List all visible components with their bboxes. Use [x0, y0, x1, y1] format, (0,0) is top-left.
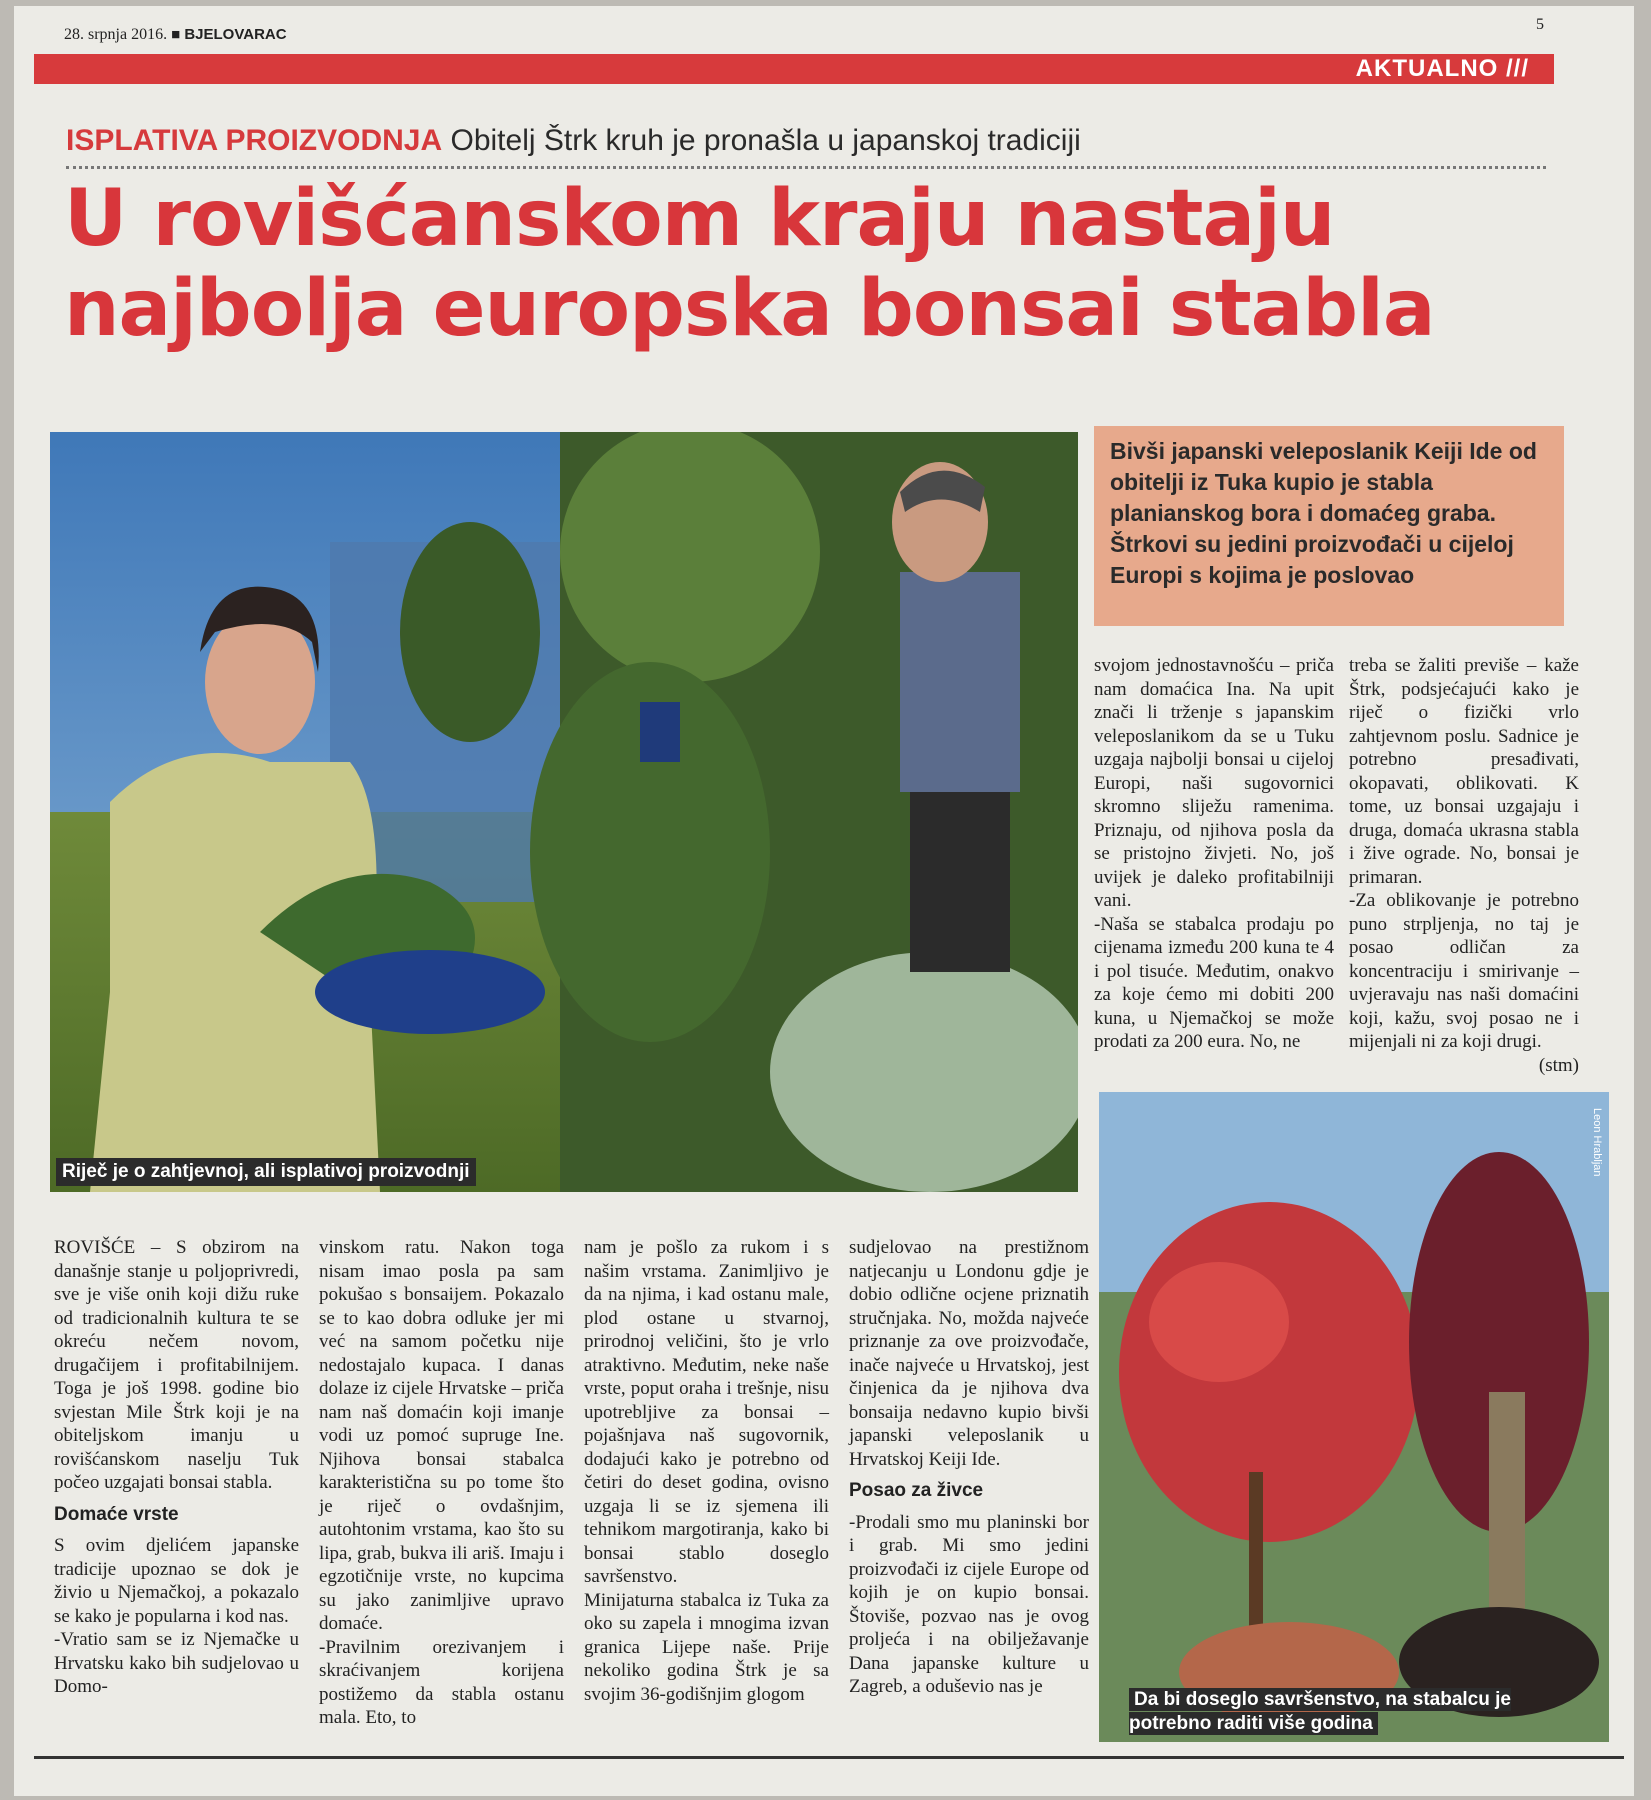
- kicker-label: ISPLATIVA PROIZVODNJA: [66, 124, 443, 157]
- section-label: AKTUALNO ///: [1355, 55, 1529, 82]
- photo-credit: Leon Hrabljan: [1591, 1108, 1603, 1177]
- info-box-text: Bivši japanski veleposlanik Keiji Ide od obitelji iz Tuka kupio je stabla planianskog bora i domaćeg graba. Štrkovi su jedini proizvođači u cijeloj Europi s kojima je poslovao: [1110, 438, 1537, 588]
- article-paragraph: -Za oblikovanje je potrebno puno strpljenja, no taj je posao odličan za koncentraciju i smirivanje – uvjeravaju nas naši domaćini koji, kažu, svoj posao ne i mijenjali ni za koji drugi.: [1349, 890, 1579, 1052]
- headline: [64, 174, 1434, 354]
- subhead-posao-za-zivce: Posao za živce: [849, 1480, 984, 1501]
- article-paragraph: sudjelovao na prestižnom natjecanju u Londonu gdje je dobio odlične ocjene priznatih stručnjaka. No, možda najveće priznanje za ove proizvođače, inače najveće u Hrvatskoj, jest činjenica da je njihova dva bonsaija nedavno kupio bivši japanski veleposlanik u Hrvatskoj Keiji Ide.: [849, 1237, 1089, 1470]
- article-paragraph: -Pravilnim orezivanjem i skraćivanjem korijena postižemo da stabla ostanu mala. Eto, to: [319, 1636, 564, 1728]
- section-bar: [34, 54, 1554, 84]
- garden-photo-illustration: [50, 432, 1078, 1192]
- newspaper-page: [14, 6, 1634, 1796]
- article-paragraph: svojom jednostavnošću – priča nam domaćica Ina. Na upit znači li trženje s japanskim veleposlanikom da se u Tuku uzgaja najbolji bonsai u cijeloj Europi, naši sugovornici skromno sliježu ramenima. Priznaju, od njihova posla da se pristojno živjeti. No, još uvijek je daleko profitabilniji vani.: [1094, 655, 1334, 911]
- article-paragraph: -Naša se stabalca prodaju po cijenama između 200 kuna te 4 i pol tisuće. Međutim, onakvo za koje ćemo mi dobiti 200 kuna, u Njemačkoj se može prodati za 200 eura. No, ne: [1094, 913, 1334, 1052]
- issue-date: 28. srpnja 2016.: [64, 26, 168, 43]
- article-paragraph: Minijaturna stabalca iz Tuka za oko su zapela i mnogima izvan granica Lijepe naše. Prije nekoliko godina Štrk je sa svojim 36-godišnjim glogom: [584, 1589, 829, 1705]
- article-column-3: [584, 1236, 829, 1706]
- kicker: [66, 124, 1081, 158]
- bonsai-photo: [1099, 1092, 1609, 1742]
- article-paragraph: -Vratio sam se iz Njemačke u Hrvatsku kako bih sudjelovao u Domo-: [54, 1629, 299, 1697]
- bonsai-photo-illustration: [1099, 1092, 1609, 1742]
- article-paragraph: nam je pošlo za rukom i s našim vrstama. Zanimljivo je da na njima, i kad ostanu male, plod ostane u stvarnoj, prirodnoj veličini, što je vrlo atraktivno. Međutim, neke naše vrste, poput oraha i trešnje, nisu upotrebljive za bonsai – pojašnjava naš sugovornik, dodajući kako je potrebno od četiri do deset godina, ovisno uzgaja li se iz sjemena ili tehnikom margotiranja, kako bi bonsai stablo doseglo savršenstvo.: [584, 1237, 829, 1587]
- headline-line-2: najbolja europska bonsai stabla: [64, 264, 1435, 354]
- subhead-domace-vrste: Domaće vrste: [54, 1503, 179, 1525]
- kicker-subtitle: Obitelj Štrk kruh je pronašla u japanskoj tradiciji: [450, 124, 1081, 157]
- article-paragraph: treba se žaliti previše – kaže Štrk, podsjećajući kako je riječ o fizički vrlo zahtjevnom poslu. Sadnice je potrebno presađivati, okopavati, oblikovati. K tome, uz bonsai uzgajaju i druga, domaća ukrasna stabla i žive ograde. No, bonsai je primaran.: [1349, 655, 1579, 888]
- article-column-4: [849, 1236, 1089, 1699]
- article-paragraph: -Prodali smo mu planinski bor i grab. Mi smo jedini proizvođači iz cijele Europe od kojih je on kupio bonsai. Štoviše, pozvao nas je ovog proljeća i na obilježavanje Dana japanske kulture u Zagreb, a oduševio nas je: [849, 1511, 1089, 1697]
- bottom-rule: [34, 1756, 1624, 1759]
- author-signature: (stm): [1538, 1054, 1579, 1076]
- info-box: [1094, 426, 1564, 626]
- article-column-6: [1349, 654, 1579, 1077]
- dateline: 28. srpnja 2016. ■ BJELOVARAC: [64, 26, 287, 43]
- photo-caption-main: Riječ je o zahtjevnoj, ali isplativoj proizvodnji: [56, 1158, 476, 1186]
- article-paragraph: ROVIŠĆE – S obzirom na današnje stanje u poljoprivredi, sve je više onih koji dižu ruke od tradicionalnih kultura te se okreću nečem novom, drugačijem i profitabilnijem. Toga je još 1998. godine bio svjestan Mile Štrk koji je na obiteljskom imanju u rovišćanskom naselju Tuk počeo uzgajati bonsai stabla.: [54, 1237, 299, 1493]
- photo-caption-bonsai: Da bi doseglo savršenstvo, na stabalcu je potrebno raditi više godina: [1129, 1689, 1511, 1734]
- headline-line-1: U rovišćanskom kraju nastaju: [64, 174, 1335, 264]
- article-column-2: [319, 1236, 564, 1730]
- main-photo: [50, 432, 1078, 1192]
- article-paragraph: S ovim djelićem japanske tradicije upoznao se dok je živio u Njemačkoj, a pokazalo se kako je popularna i kod nas.: [54, 1535, 299, 1627]
- page-number: 5: [1536, 16, 1544, 33]
- dotted-divider: [66, 166, 1546, 169]
- article-column-5: [1094, 654, 1334, 1054]
- article-column-1: [54, 1236, 299, 1699]
- article-paragraph: vinskom ratu. Nakon toga nisam imao posla pa sam pokušao s bonsaijem. Pokazalo se to kao dobra odluke jer mi već na samom početku nije nedostajalo kupaca. I danas dolaze iz cijele Hrvatske – priča nam naš domaćin koji imanje vodi uz pomoć supruge Ine. Njihova bonsai stabalca karakteristična su po tome što je riječ o ovdašnjim, autohtonim vrstama, kao što su lipa, grab, bukva ili ariš. Imaju i egzotičnije vrste, no kupcima su jako zanimljive upravo domaće.: [319, 1237, 564, 1634]
- paper-name: BJELOVARAC: [184, 26, 287, 43]
